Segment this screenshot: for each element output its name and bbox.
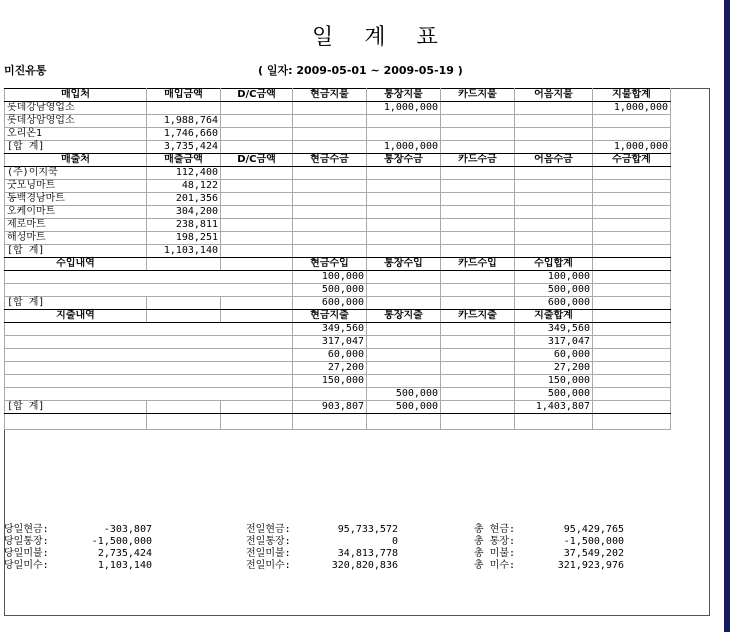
right-edge-bar: [724, 0, 730, 632]
table-cell: [147, 102, 221, 115]
purchase-total-row: [5, 141, 671, 154]
table-cell: 지불합계: [593, 89, 671, 102]
summary-row: [246, 548, 398, 560]
table-cell: [441, 375, 515, 388]
table-cell: 48,122: [147, 180, 221, 193]
table-row: [5, 284, 671, 297]
table-cell: 어음지불: [515, 89, 593, 102]
summary-value: -1,500,000: [91, 536, 152, 547]
table-cell: [합 계]: [5, 245, 147, 258]
table-cell: [293, 232, 367, 245]
table-cell: [5, 336, 293, 349]
table-cell: 238,811: [147, 219, 221, 232]
table-cell: 500,000: [515, 284, 593, 297]
table-cell: 롯데강남영업소: [5, 102, 147, 115]
summary-row: [4, 548, 152, 560]
expense-total-row: [5, 401, 671, 414]
table-cell: [367, 362, 441, 375]
table-cell: [5, 323, 293, 336]
table-cell: 27,200: [515, 362, 593, 375]
table-cell: [367, 336, 441, 349]
table-cell: 349,560: [293, 323, 367, 336]
summary-label: 당일미수:: [4, 560, 49, 571]
table-cell: [221, 258, 293, 271]
table-cell: 해성마트: [5, 232, 147, 245]
table-cell: [147, 401, 221, 414]
table-cell: 150,000: [293, 375, 367, 388]
summary-label: 당일통장:: [4, 536, 49, 547]
table-cell: [593, 336, 671, 349]
table-row: [5, 336, 671, 349]
table-cell: [515, 180, 593, 193]
summary-column: [474, 524, 624, 572]
table-cell: 수입내역: [5, 258, 147, 271]
table-cell: [515, 141, 593, 154]
table-cell: [367, 128, 441, 141]
table-cell: [367, 180, 441, 193]
table-cell: 500,000: [293, 284, 367, 297]
summary-row: [246, 560, 398, 572]
table-cell: [593, 401, 671, 414]
table-cell: [441, 167, 515, 180]
table-cell: [293, 414, 367, 430]
table-cell: [합 계]: [5, 141, 147, 154]
table-cell: [221, 401, 293, 414]
table-cell: [221, 167, 293, 180]
report-title: 일 계 표: [312, 25, 450, 50]
table-cell: [221, 206, 293, 219]
table-cell: [147, 310, 221, 323]
table-cell: 통장수금: [367, 154, 441, 167]
table-cell: [441, 232, 515, 245]
table-cell: [293, 180, 367, 193]
table-cell: (주)이지쿡: [5, 167, 147, 180]
table-cell: [441, 388, 515, 401]
table-cell: D/C금액: [221, 154, 293, 167]
table-cell: [367, 167, 441, 180]
summary-row: [474, 560, 624, 572]
table-cell: [293, 167, 367, 180]
table-cell: [515, 115, 593, 128]
table-cell: 198,251: [147, 232, 221, 245]
table-cell: 150,000: [515, 375, 593, 388]
table-cell: 통장지출: [367, 310, 441, 323]
table-cell: [593, 219, 671, 232]
table-cell: [5, 284, 293, 297]
table-cell: 201,356: [147, 193, 221, 206]
summary-label: 전일미수:: [246, 560, 291, 571]
table-cell: [367, 284, 441, 297]
summary-label: 총 미불:: [474, 548, 516, 559]
table-cell: 100,000: [515, 271, 593, 284]
table-row: [5, 180, 671, 193]
table-cell: [221, 297, 293, 310]
table-cell: 600,000: [293, 297, 367, 310]
table-cell: 제로마트: [5, 219, 147, 232]
table-cell: [221, 128, 293, 141]
table-cell: [593, 349, 671, 362]
table-cell: [593, 323, 671, 336]
summary-row: [4, 536, 152, 548]
summary-label: 총 현금:: [474, 524, 516, 535]
table-cell: [593, 193, 671, 206]
table-cell: [221, 310, 293, 323]
summary-value: -303,807: [103, 524, 152, 535]
table-cell: [593, 271, 671, 284]
summary-label: 당일미불:: [4, 548, 49, 559]
table-cell: [5, 388, 293, 401]
income-total-row: [5, 297, 671, 310]
table-cell: [593, 180, 671, 193]
table-cell: 매입금액: [147, 89, 221, 102]
table-row: [5, 115, 671, 128]
summary-value: 1,103,140: [97, 560, 152, 571]
table-cell: [293, 115, 367, 128]
summary-value: -1,500,000: [563, 536, 624, 547]
table-cell: [367, 349, 441, 362]
table-cell: 317,047: [515, 336, 593, 349]
table-cell: 349,560: [515, 323, 593, 336]
summary-label: 전일미불:: [246, 548, 291, 559]
table-cell: 현금수입: [293, 258, 367, 271]
table-cell: [441, 401, 515, 414]
table-row: [5, 375, 671, 388]
summary-row: [246, 536, 398, 548]
sales-total-row: [5, 245, 671, 258]
table-cell: 매출처: [5, 154, 147, 167]
table-cell: [147, 297, 221, 310]
blank-row: [5, 414, 671, 430]
table-cell: [221, 245, 293, 258]
table-cell: 903,807: [293, 401, 367, 414]
ledger-table: [4, 88, 671, 430]
summary-row: [474, 548, 624, 560]
summary-value: 34,813,778: [337, 548, 398, 559]
table-cell: [221, 219, 293, 232]
table-cell: 현금지불: [293, 89, 367, 102]
table-cell: [441, 349, 515, 362]
table-cell: [293, 102, 367, 115]
sales-header-row: [5, 154, 671, 167]
table-cell: [441, 362, 515, 375]
table-cell: 카드지불: [441, 89, 515, 102]
summary-column: [246, 524, 398, 572]
table-cell: 500,000: [367, 401, 441, 414]
table-cell: [515, 206, 593, 219]
table-cell: [593, 362, 671, 375]
summary-value: 0: [391, 536, 398, 547]
table-cell: [593, 206, 671, 219]
table-cell: 1,746,660: [147, 128, 221, 141]
table-cell: [441, 245, 515, 258]
table-cell: [293, 193, 367, 206]
table-cell: [5, 271, 293, 284]
table-row: [5, 128, 671, 141]
summary-row: [246, 524, 398, 536]
table-cell: [441, 193, 515, 206]
table-cell: [593, 284, 671, 297]
table-cell: [5, 414, 147, 430]
table-cell: [367, 115, 441, 128]
table-cell: 오케이마트: [5, 206, 147, 219]
table-cell: [593, 167, 671, 180]
table-cell: 500,000: [515, 388, 593, 401]
table-cell: 112,400: [147, 167, 221, 180]
table-cell: 카드지출: [441, 310, 515, 323]
table-cell: [441, 284, 515, 297]
table-cell: [515, 193, 593, 206]
table-cell: 27,200: [293, 362, 367, 375]
table-cell: [221, 414, 293, 430]
summary-label: 전일통장:: [246, 536, 291, 547]
summary-label: 총 미수:: [474, 560, 516, 571]
table-cell: [367, 323, 441, 336]
table-cell: 카드수입: [441, 258, 515, 271]
table-row: [5, 323, 671, 336]
table-row: [5, 167, 671, 180]
table-cell: 카드수금: [441, 154, 515, 167]
table-cell: 수금합계: [593, 154, 671, 167]
table-cell: [515, 219, 593, 232]
summary-row: [4, 524, 152, 536]
summary-column: [4, 524, 152, 572]
table-cell: 1,000,000: [593, 141, 671, 154]
table-cell: 1,000,000: [367, 102, 441, 115]
table-cell: [441, 297, 515, 310]
table-cell: 수입합계: [515, 258, 593, 271]
table-cell: [593, 414, 671, 430]
table-cell: [367, 271, 441, 284]
table-cell: 매입처: [5, 89, 147, 102]
table-cell: [367, 414, 441, 430]
table-cell: 지출합계: [515, 310, 593, 323]
table-cell: [367, 375, 441, 388]
table-cell: [441, 336, 515, 349]
table-cell: [593, 297, 671, 310]
table-cell: [293, 141, 367, 154]
table-cell: [147, 414, 221, 430]
table-cell: [367, 193, 441, 206]
table-cell: [367, 245, 441, 258]
summary-row: [4, 560, 152, 572]
table-cell: 500,000: [367, 388, 441, 401]
table-cell: [515, 167, 593, 180]
table-cell: [221, 232, 293, 245]
table-row: [5, 206, 671, 219]
table-cell: 304,200: [147, 206, 221, 219]
table-cell: 매출금액: [147, 154, 221, 167]
table-cell: 60,000: [515, 349, 593, 362]
summary-value: 321,923,976: [557, 560, 624, 571]
company-name: 미진유통: [4, 64, 47, 77]
table-cell: [441, 180, 515, 193]
table-cell: 동백경남마트: [5, 193, 147, 206]
purchase-header-row: [5, 89, 671, 102]
table-cell: [5, 349, 293, 362]
table-cell: [367, 219, 441, 232]
table-cell: 1,403,807: [515, 401, 593, 414]
table-cell: 1,000,000: [593, 102, 671, 115]
table-cell: [293, 128, 367, 141]
table-row: [5, 193, 671, 206]
table-cell: [593, 375, 671, 388]
table-cell: [293, 388, 367, 401]
table-cell: 통장지불: [367, 89, 441, 102]
table-cell: [593, 115, 671, 128]
table-cell: [515, 245, 593, 258]
table-cell: 1,988,764: [147, 115, 221, 128]
table-row: [5, 232, 671, 245]
table-cell: 317,047: [293, 336, 367, 349]
table-cell: [367, 232, 441, 245]
table-cell: [합 계]: [5, 297, 147, 310]
summary-value: 2,735,424: [97, 548, 152, 559]
summary-label: 전일현금:: [246, 524, 291, 535]
table-cell: [593, 245, 671, 258]
table-cell: 현금수금: [293, 154, 367, 167]
table-cell: [515, 232, 593, 245]
table-cell: [293, 219, 367, 232]
table-row: [5, 271, 671, 284]
table-cell: 현금지출: [293, 310, 367, 323]
table-cell: [합 계]: [5, 401, 147, 414]
summary-value: 95,429,765: [563, 524, 624, 535]
summary-row: [474, 524, 624, 536]
summary-label: 당일현금:: [4, 524, 49, 535]
table-cell: 60,000: [293, 349, 367, 362]
table-cell: [515, 102, 593, 115]
summary-value: 95,733,572: [337, 524, 398, 535]
table-cell: 오리온1: [5, 128, 147, 141]
table-cell: [441, 206, 515, 219]
table-cell: [367, 206, 441, 219]
table-cell: [441, 414, 515, 430]
table-cell: [441, 102, 515, 115]
table-cell: [441, 271, 515, 284]
income-header-row: [5, 258, 671, 271]
table-cell: [593, 258, 671, 271]
table-row: [5, 388, 671, 401]
table-cell: [441, 141, 515, 154]
table-cell: [593, 128, 671, 141]
table-cell: 롯데상암영업소: [5, 115, 147, 128]
table-cell: 100,000: [293, 271, 367, 284]
table-cell: 1,103,140: [147, 245, 221, 258]
table-cell: [5, 362, 293, 375]
table-row: [5, 102, 671, 115]
table-cell: [441, 219, 515, 232]
table-cell: [593, 310, 671, 323]
date-range: ( 일자: 2009-05-01 ~ 2009-05-19 ): [258, 64, 463, 77]
table-cell: [441, 128, 515, 141]
table-cell: [293, 206, 367, 219]
summary-row: [474, 536, 624, 548]
summary-value: 320,820,836: [331, 560, 398, 571]
table-cell: 굿모닝마트: [5, 180, 147, 193]
table-row: [5, 349, 671, 362]
table-cell: [515, 414, 593, 430]
table-cell: 1,000,000: [367, 141, 441, 154]
table-cell: [221, 141, 293, 154]
table-cell: [593, 388, 671, 401]
table-cell: 3,735,424: [147, 141, 221, 154]
summary-value: 37,549,202: [563, 548, 624, 559]
table-cell: [441, 115, 515, 128]
table-cell: [147, 258, 221, 271]
table-cell: [5, 375, 293, 388]
table-cell: [221, 115, 293, 128]
table-cell: [367, 297, 441, 310]
table-cell: [293, 245, 367, 258]
table-cell: 통장수입: [367, 258, 441, 271]
table-cell: [441, 323, 515, 336]
table-row: [5, 219, 671, 232]
table-cell: [515, 128, 593, 141]
table-cell: [593, 232, 671, 245]
table-cell: 어음수금: [515, 154, 593, 167]
table-cell: [221, 193, 293, 206]
summary-label: 총 통장:: [474, 536, 516, 547]
table-cell: 600,000: [515, 297, 593, 310]
table-cell: 지출내역: [5, 310, 147, 323]
table-cell: [221, 180, 293, 193]
expense-header-row: [5, 310, 671, 323]
table-row: [5, 362, 671, 375]
table-cell: D/C금액: [221, 89, 293, 102]
table-cell: [221, 102, 293, 115]
